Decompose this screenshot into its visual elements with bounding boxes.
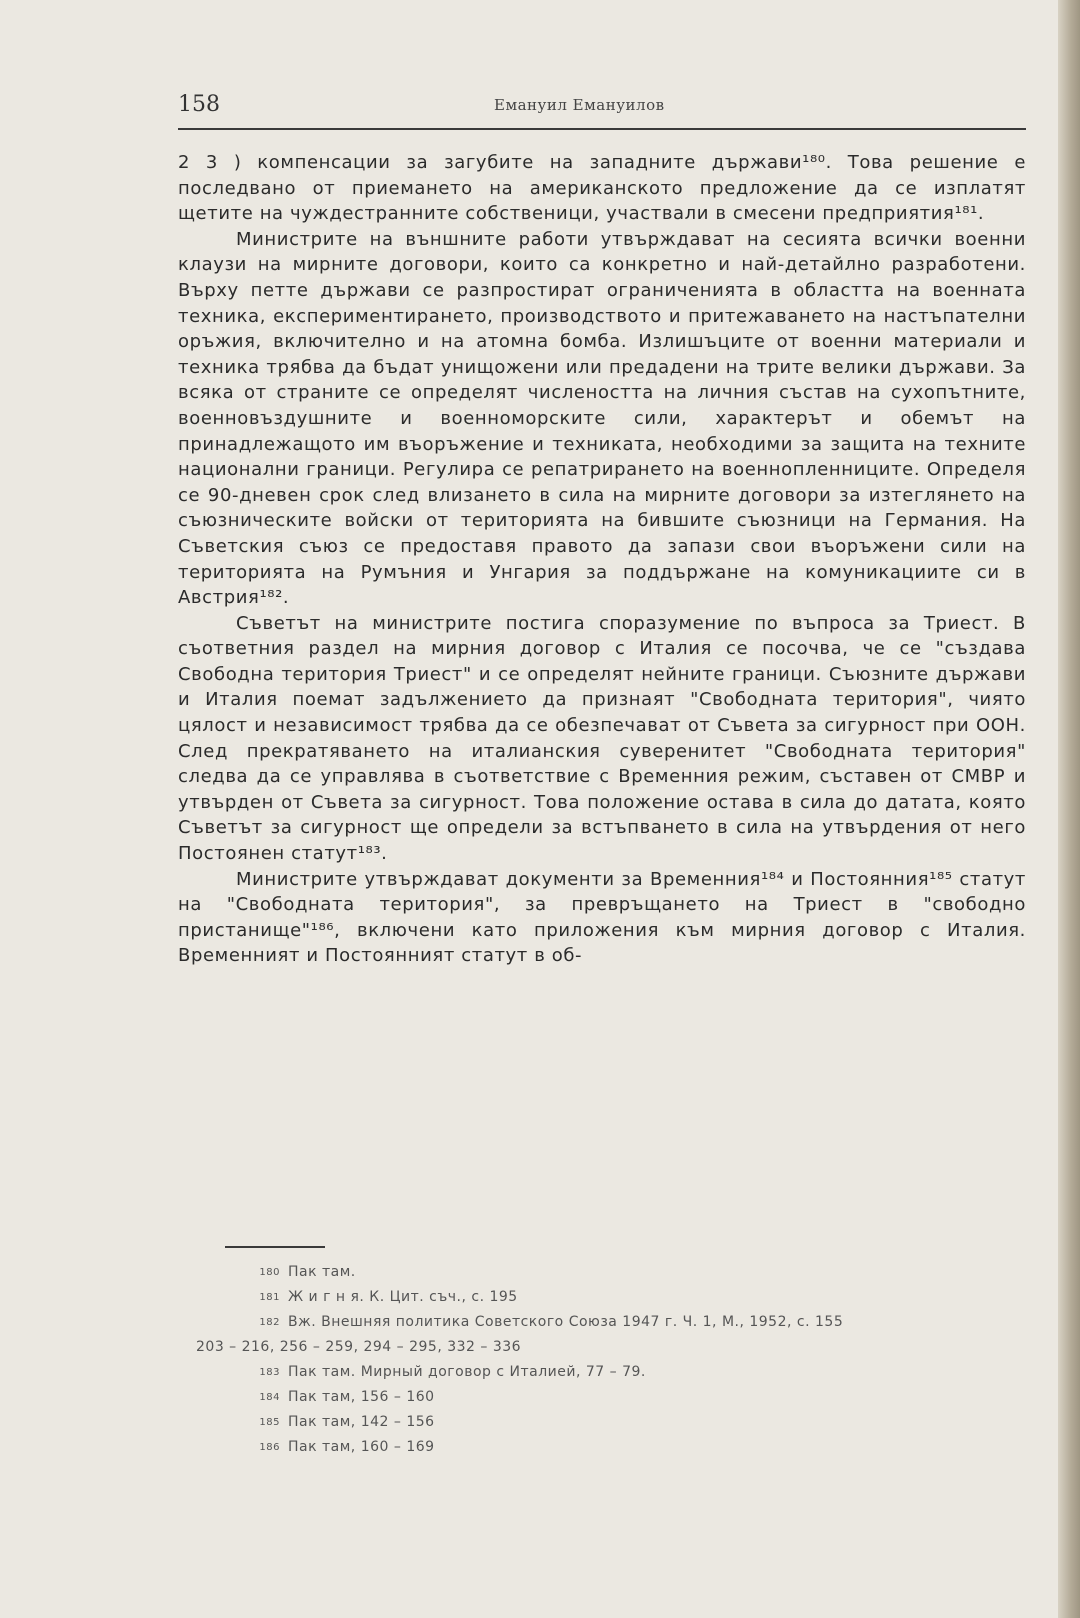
footnote-number: 183 xyxy=(259,1367,280,1378)
footnote-number: 184 xyxy=(259,1392,280,1403)
footnote-text: Пак там, 142 – 156 xyxy=(288,1414,435,1430)
running-head: Емануил Емануилов xyxy=(494,96,665,114)
footnote-continuation xyxy=(196,1335,1026,1360)
paragraph: Министрите утвърждават документи за Временния¹⁸⁴ и Постоянния¹⁸⁵ статут на "Свободната територия", за превръщането на Триест в "свободно пристанище"¹⁸⁶, включени като приложения към мирния договор с Италия. Временният и Постоянният статут в об- xyxy=(178,868,1026,967)
footnote-text: 203 – 216, 256 – 259, 294 – 295, 332 – 336 xyxy=(196,1339,522,1355)
footnote-number: 180 xyxy=(259,1267,280,1278)
header-rule xyxy=(178,128,1026,130)
paragraph: Министрите на външните работи утвърждават на сесията всички военни клаузи на мирните договори, които са конкретно и най-детайлно разработени. Върху петте държави се разпростират ограниченията в областта на военната техника, експериментирането, производството и притежаването на настъпателни оръжия, включително и на атомна бомба. Излишъците от военни материали и техника трябва да бъдат унищожени или предадени на трите велики държави. За всяка от страните се определят числеността на личния състав на сухопътните, военновъздушните и военноморските сили, характерът и обемът на принадлежащото им въоръжение и техниката, необходими за защита на техните национални граници. Регулира се репатрирането на военнопленниците. Определя се 90-дневен срок след влизането в сила на мирните договори за изтеглянето на съюзническите войски от територията на бившите съюзници на Германия. На Съветския съюз се предоставя правото да запази свои въоръжени сили на територията на Румъния и Унгария за поддържане на комуникациите си в Австрия¹⁸². xyxy=(178,228,1026,609)
page-edge xyxy=(1058,0,1080,1618)
footnote xyxy=(196,1435,1026,1460)
paragraph: 2 3 ) компенсации за загубите на западните държави¹⁸⁰. Това решение е последвано от приемането на американското предложение да се изплатят щетите на чуждестранните собственици, участвали в смесени предприятия¹⁸¹. xyxy=(178,152,1026,225)
footnote-number: 186 xyxy=(259,1442,280,1453)
footnote-text: Пак там. xyxy=(288,1264,356,1280)
footnote-text: Пак там, 160 – 169 xyxy=(288,1439,435,1455)
footnote-rule xyxy=(225,1246,325,1248)
footnote-text: Ж и г н я. К. Цит. съч., с. 195 xyxy=(288,1289,518,1305)
body-text xyxy=(178,150,1026,969)
footnote-number: 182 xyxy=(259,1317,280,1328)
footnote-number: 181 xyxy=(259,1292,280,1303)
page-number: 158 xyxy=(178,92,220,117)
footnote xyxy=(196,1310,1026,1335)
footnote-text: Пак там, 156 – 160 xyxy=(288,1389,435,1405)
paragraph: Съветът на министрите постига споразумение по въпроса за Триест. В съответния раздел на мирния договор с Италия се посочва, че се "създава Свободна територия Триест" и се определят нейните граници. Съюзните държави и Италия поемат задължението да признаят "Свободната територия", чиято цялост и независимост трябва да се обезпечават от Съвета за сигурност при ООН. След прекратяването на италианския суверенитет "Свободната територия" следва да се управлява в съответствие с Временния режим, съставен от СМВР и утвърден от Съвета за сигурност. Това положение остава в сила до датата, която Съветът за сигурност ще определи за встъпването в сила на утвърдения от него Постоянен статут¹⁸³. xyxy=(178,612,1026,865)
footnote-text: Вж. Внешняя политика Советского Союза 1947 г. Ч. 1, М., 1952, с. 155 xyxy=(288,1314,844,1330)
footnote xyxy=(196,1385,1026,1410)
footnote xyxy=(196,1360,1026,1385)
page-header xyxy=(178,92,1026,132)
footnote-number: 185 xyxy=(259,1417,280,1428)
footnote xyxy=(196,1410,1026,1435)
footnote xyxy=(196,1285,1026,1310)
footnotes xyxy=(196,1260,1026,1460)
footnote xyxy=(196,1260,1026,1285)
footnote-text: Пак там. Мирный договор с Италией, 77 – 79. xyxy=(288,1364,646,1380)
